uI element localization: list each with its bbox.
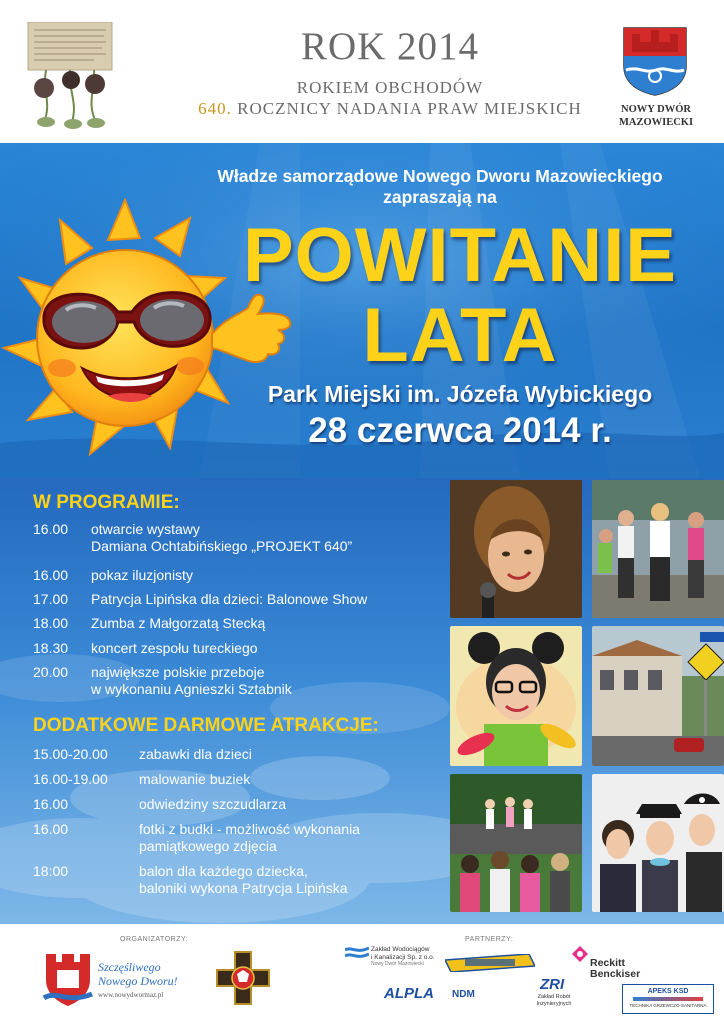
town-name-line-1: NOWY DWÓR bbox=[621, 104, 691, 115]
historic-document-image bbox=[24, 22, 116, 132]
water-company-name bbox=[371, 946, 435, 969]
zri-line-2: Inżynieryjnych bbox=[536, 1001, 572, 1007]
program-description: koncert zespołu tureckiego bbox=[91, 640, 258, 656]
program-item bbox=[33, 591, 443, 609]
reckitt-line-2: Benckiser bbox=[590, 968, 641, 980]
photo-booth-photo bbox=[592, 774, 724, 912]
program-time: 16.00 bbox=[33, 567, 69, 583]
alpla-logo: ALPLA bbox=[384, 985, 434, 1002]
year-title: ROK 2014 bbox=[300, 25, 480, 68]
town-slogan bbox=[98, 960, 178, 1002]
anniversary-line-2-text: ROCZNICY NADANIA PRAW MIEJSKICH bbox=[237, 99, 582, 118]
event-title-line-2: LATA bbox=[362, 293, 558, 378]
program-time: 18.30 bbox=[33, 640, 69, 656]
hero-banner bbox=[0, 143, 724, 478]
extras-time: 16.00 bbox=[33, 796, 69, 812]
street-photo bbox=[592, 626, 724, 766]
apeks-line-1: APEKS KSD bbox=[647, 988, 689, 995]
zri-logo: ZRI bbox=[540, 976, 565, 993]
extras-desc-line-2: baloniki wykona Patrycja Lipińska bbox=[139, 880, 348, 896]
event-date: 28 czerwca 2014 r. bbox=[308, 411, 612, 450]
program-time: 20.00 bbox=[33, 664, 69, 680]
reckitt-logo-icon bbox=[570, 944, 590, 964]
town-slogan-logo-icon bbox=[40, 950, 96, 1008]
extras-time: 16.00 bbox=[33, 821, 69, 837]
extras-item bbox=[33, 746, 443, 764]
water-company-line-1: Zakład Wodociągów bbox=[371, 946, 430, 953]
slogan-line-1: Szczęśliwego bbox=[98, 960, 161, 974]
apeks-bar bbox=[633, 997, 703, 1001]
program-desc-line-1: największe polskie przeboje bbox=[91, 664, 265, 680]
program-desc-line-2: w wykonaniu Agnieszki Sztabnik bbox=[91, 681, 292, 697]
zumba-photo bbox=[592, 480, 724, 618]
balloon-artist-photo bbox=[450, 626, 582, 766]
apeks-line-2: TECHNIKA GRZEWCZO-SANITARNA bbox=[629, 1003, 707, 1008]
website-text: www.nowydwormaz.pl bbox=[98, 991, 164, 999]
slogan-line-2: Nowego Dworu! bbox=[98, 974, 178, 988]
extras-description: malowanie buziek bbox=[139, 771, 251, 787]
town-name bbox=[600, 103, 712, 129]
program-description: pokaz iluzjonisty bbox=[91, 567, 193, 583]
extras-desc-line-2: pamiątkowego zdjęcia bbox=[139, 838, 277, 854]
extras-desc-line-1: balon dla każdego dziecka, bbox=[139, 863, 308, 879]
program-description bbox=[91, 521, 352, 555]
program-heading: W PROGRAMIE: bbox=[33, 492, 180, 513]
program-time: 17.00 bbox=[33, 591, 69, 607]
invitation-line-2: zapraszają na bbox=[383, 187, 497, 207]
program-desc-line-2: Damiana Ochtabińskiego „PROJEKT 640” bbox=[91, 538, 353, 554]
program-description bbox=[91, 664, 292, 698]
water-company-line-3: Nowy Dwór Mazowiecki bbox=[371, 961, 424, 967]
zri-name bbox=[530, 994, 578, 1008]
extras-desc-line-1: fotki z budki - możliwość wykonania bbox=[139, 821, 360, 837]
extras-item bbox=[33, 771, 443, 789]
town-crest-icon bbox=[622, 26, 688, 96]
program-item bbox=[33, 615, 443, 633]
anniversary-line-2 bbox=[140, 99, 640, 119]
fire-brigade-emblem-icon bbox=[215, 950, 271, 1006]
construction-company-logo-icon bbox=[445, 954, 535, 972]
program-item bbox=[33, 521, 443, 555]
program-item bbox=[33, 664, 443, 698]
extras-description: zabawki dla dzieci bbox=[139, 746, 252, 762]
anniversary-line-1: ROKIEM OBCHODÓW bbox=[296, 78, 484, 97]
program-description: Zumba z Małgorzatą Stecką bbox=[91, 615, 266, 631]
program-time: 16.00 bbox=[33, 521, 69, 537]
sun-mascot-icon bbox=[0, 198, 300, 458]
reckitt-name bbox=[590, 958, 640, 980]
ndm-logo: NDM bbox=[452, 989, 475, 1000]
extras-time: 15.00-20.00 bbox=[33, 746, 108, 762]
program-desc-line-1: otwarcie wystawy bbox=[91, 521, 200, 537]
program-item bbox=[33, 567, 443, 585]
extras-description bbox=[139, 821, 360, 855]
program-description: Patrycja Lipińska dla dzieci: Balonowe Show bbox=[91, 591, 368, 607]
zri-line-1: Zakład Robót bbox=[537, 994, 571, 1000]
reckitt-line-1: Reckitt bbox=[590, 957, 626, 969]
organizers-label: ORGANIZATORZY: bbox=[120, 936, 189, 943]
event-venue: Park Miejski im. Józefa Wybickiego bbox=[267, 381, 653, 407]
invitation-line-1: Władze samorządowe Nowego Dworu Mazowieckiego bbox=[217, 166, 663, 186]
extras-description bbox=[139, 863, 348, 897]
extras-item bbox=[33, 863, 443, 897]
partners-label: PARTNERZY: bbox=[465, 936, 514, 943]
header bbox=[0, 0, 724, 140]
program-section bbox=[0, 478, 724, 924]
apeks-logo bbox=[622, 984, 714, 1014]
extras-heading: DODATKOWE DARMOWE ATRAKCJE: bbox=[33, 715, 379, 736]
extras-time: 16.00-19.00 bbox=[33, 771, 108, 787]
footer-sponsors bbox=[0, 924, 724, 1024]
anniversary-number: 640. bbox=[198, 99, 232, 118]
event-title-line-1: POWITANIE bbox=[242, 213, 677, 298]
singer-photo bbox=[450, 480, 582, 618]
water-company-line-2: i Kanalizacji Sp. z o.o. bbox=[371, 953, 435, 961]
town-name-line-2: MAZOWIECKI bbox=[618, 117, 694, 128]
program-item bbox=[33, 640, 443, 658]
program-time: 18.00 bbox=[33, 615, 69, 631]
park-crowd-photo bbox=[450, 774, 582, 912]
extras-item bbox=[33, 821, 443, 855]
extras-description: odwiedziny szczudlarza bbox=[139, 796, 287, 812]
extras-item bbox=[33, 796, 443, 814]
water-company-logo-icon bbox=[345, 946, 369, 960]
extras-time: 18:00 bbox=[33, 863, 69, 879]
